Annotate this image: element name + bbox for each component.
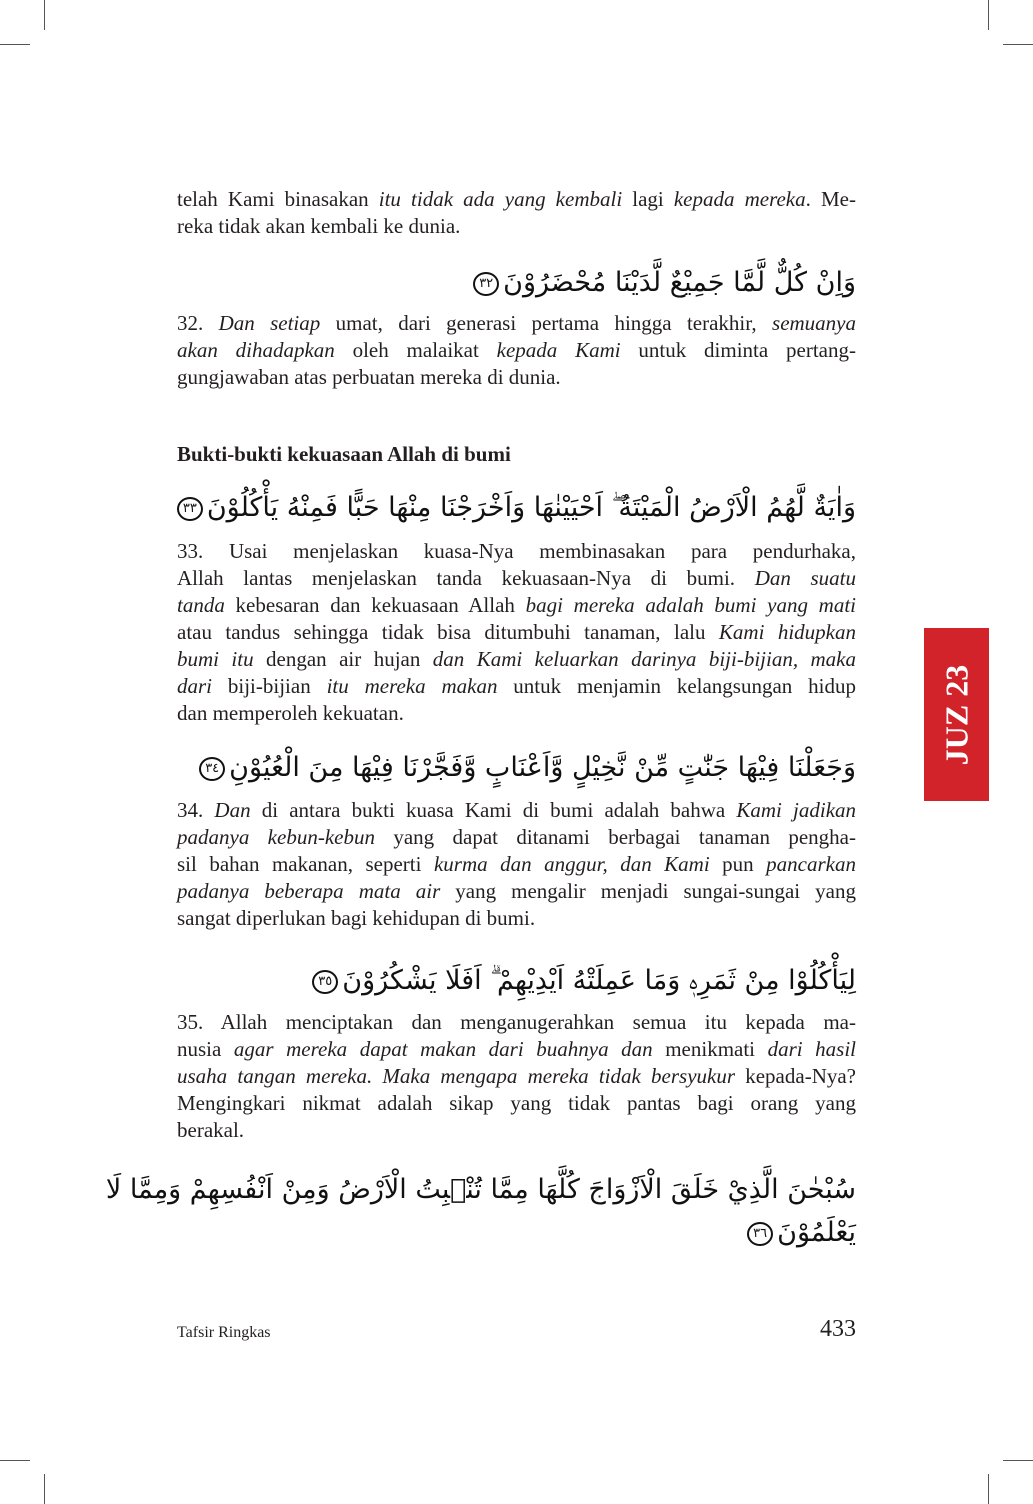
italic-text: kepada Kami xyxy=(496,338,621,362)
page-number: 433 xyxy=(820,1316,856,1342)
arabic-text: وَجَعَلْنَا فِيْهَا جَنّٰتٍ مِّنْ نَّخِيْلٍ وَّاَعْنَابٍ وَّفَجَّرْنَا فِيْهَا مِنَ الْعُيُوْنِ xyxy=(229,752,856,783)
text: berakal. xyxy=(177,1118,245,1142)
italic-text: agar mereka dapat makan dari buahnya dan xyxy=(233,1037,653,1061)
text: telah Kami binasakan xyxy=(177,187,379,211)
italic-text: bagi mereka adalah bumi yang mati xyxy=(525,593,856,617)
book-title: Tafsir Ringkas xyxy=(177,1324,271,1341)
text: 33. Usai menjelaskan kuasa-Nya membinasakan para pendurhaka, xyxy=(177,539,856,563)
italic-text: dari xyxy=(177,674,213,698)
text: atau tandus sehingga tidak bisa ditumbuhi tanaman, lalu xyxy=(177,620,719,644)
italic-text: Dan xyxy=(214,798,251,822)
italic-text: usaha tangan mereka. Maka mengapa mereka tidak bersyukur xyxy=(177,1064,736,1088)
arabic-text: سُبْحٰنَ الَّذِيْ خَلَقَ الْاَزْوَاجَ كُلَّهَا مِمَّا تُنْۢبِتُ الْاَرْضُ وَمِنْ اَنْفُسِهِمْ وَمِمَّا لَا xyxy=(105,1174,856,1205)
crop-mark xyxy=(44,1474,45,1504)
verse-number-marker: ٣٥ xyxy=(312,970,338,994)
italic-text: Kami jadikan xyxy=(736,798,857,822)
paragraph-line xyxy=(177,565,856,592)
paragraph-line xyxy=(177,646,856,673)
italic-text: kurma dan anggur, dan Kami xyxy=(433,852,710,876)
paragraph-line xyxy=(177,186,856,213)
text: kepada-Nya? xyxy=(735,1064,857,1088)
text: pun xyxy=(709,852,767,876)
paragraph-line xyxy=(177,700,856,727)
text: Allah lantas menjelaskan tanda kekuasaan-Nya di bumi. xyxy=(177,566,755,590)
italic-text: padanya beberapa mata air xyxy=(177,879,441,903)
juz-tab xyxy=(924,628,989,801)
crop-mark xyxy=(988,1474,989,1504)
verse-number-marker: ٣٤ xyxy=(199,757,225,781)
text: untuk diminta pertang- xyxy=(620,338,856,362)
arabic-verse xyxy=(199,748,856,788)
arabic-verse xyxy=(747,1213,856,1253)
paragraph-line xyxy=(177,673,856,700)
text: biji-bijian xyxy=(212,674,327,698)
paragraph-line xyxy=(177,1090,856,1117)
section-heading: Bukti-bukti kekuasaan Allah di bumi xyxy=(177,442,511,466)
paragraph-line xyxy=(177,619,856,646)
text: umat, dari generasi pertama hingga terakhir, xyxy=(320,311,773,335)
paragraph-line xyxy=(177,310,856,337)
verse-number-marker: ٣٣ xyxy=(177,497,203,521)
italic-text: kepada mereka xyxy=(673,187,806,211)
text: sangat diperlukan bagi kehidupan di bumi. xyxy=(177,906,536,930)
italic-text: dari hasil xyxy=(767,1037,857,1061)
paragraph-line xyxy=(177,824,856,851)
paragraph-line xyxy=(177,905,856,932)
italic-text: semuanya xyxy=(772,311,856,335)
italic-text: itu mereka makan xyxy=(326,674,498,698)
text: dengan air hujan xyxy=(253,647,433,671)
crop-mark xyxy=(1003,44,1033,45)
text: 34. xyxy=(177,798,215,822)
text: di antara bukti kuasa Kami di bumi adalah bahwa xyxy=(250,798,737,822)
paragraph-line xyxy=(177,364,856,391)
paragraph-line xyxy=(177,797,856,824)
italic-text: bumi itu xyxy=(177,647,254,671)
text: yang mengalir menjadi sungai-sungai yang xyxy=(440,879,856,903)
italic-text: akan dihadapkan xyxy=(177,338,335,362)
text: 32. xyxy=(177,311,219,335)
text: dan memperoleh kekuatan. xyxy=(177,701,404,725)
italic-text: dan Kami keluarkan darinya biji-bijian, maka xyxy=(432,647,857,671)
italic-text: pancarkan xyxy=(766,852,856,876)
arabic-text: يَعْلَمُوْنَ xyxy=(777,1217,856,1248)
text: nusia xyxy=(177,1037,234,1061)
text: yang dapat ditanami berbagai tanaman pengha- xyxy=(374,825,856,849)
text: sil bahan makanan, seperti xyxy=(177,852,434,876)
verse-number-marker: ٣٢ xyxy=(473,272,499,296)
italic-text: Dan suatu xyxy=(754,566,856,590)
text: kebesaran dan kekuasaan Allah xyxy=(224,593,526,617)
arabic-verse xyxy=(473,263,856,303)
crop-mark xyxy=(1003,1460,1033,1461)
arabic-text: وَاِنْ كُلٌّ لَّمَّا جَمِيْعٌ لَّدَيْنَا مُحْضَرُوْنَ xyxy=(503,267,856,298)
arabic-verse xyxy=(177,488,856,528)
text: Mengingkari nikmat adalah sikap yang tidak pantas bagi orang yang xyxy=(177,1091,856,1115)
crop-mark xyxy=(0,1460,30,1461)
arabic-text: لِيَأْكُلُوْا مِنْ ثَمَرِهٖ وَمَا عَمِلَتْهُ اَيْدِيْهِمْ ۗ اَفَلَا يَشْكُرُوْنَ xyxy=(342,965,856,996)
text: menikmati xyxy=(652,1037,768,1061)
text: . Me- xyxy=(805,187,856,211)
paragraph-line xyxy=(177,592,856,619)
italic-text: Kami hidupkan xyxy=(718,620,856,644)
paragraph-line xyxy=(177,1063,856,1090)
paragraph-line xyxy=(177,1036,856,1063)
text: untuk menjamin kelangsungan hidup xyxy=(497,674,856,698)
arabic-verse xyxy=(312,961,856,1001)
crop-mark xyxy=(44,0,45,30)
text: lagi xyxy=(622,187,674,211)
paragraph-line xyxy=(177,538,856,565)
text: gungjawaban atas perbuatan mereka di dunia. xyxy=(177,365,561,389)
arabic-verse xyxy=(106,1170,856,1210)
italic-text: padanya kebun-kebun xyxy=(177,825,375,849)
paragraph-line xyxy=(177,1009,856,1036)
italic-text: tanda xyxy=(177,593,225,617)
text: 35. Allah menciptakan dan menganugerahkan semua itu kepada ma- xyxy=(177,1010,856,1034)
paragraph-line xyxy=(177,337,856,364)
verse-number-marker: ٣٦ xyxy=(747,1222,773,1246)
paragraph-line xyxy=(177,878,856,905)
arabic-text: وَاٰيَةٌ لَّهُمُ الْاَرْضُ الْمَيْتَةُ ۖ اَحْيَيْنٰهَا وَاَخْرَجْنَا مِنْهَا حَبًّا فَمِنْهُ يَأْكُلُوْنَ xyxy=(206,492,856,523)
text: reka tidak akan kembali ke dunia. xyxy=(177,214,461,238)
juz-label: JUZ 23 xyxy=(938,664,974,765)
italic-text: itu tidak ada yang kembali xyxy=(378,187,623,211)
paragraph-line xyxy=(177,213,856,240)
crop-mark xyxy=(988,0,989,30)
paragraph-line xyxy=(177,851,856,878)
text: oleh malaikat xyxy=(334,338,497,362)
crop-mark xyxy=(0,44,30,45)
italic-text: Dan setiap xyxy=(218,311,321,335)
paragraph-line xyxy=(177,1117,856,1144)
